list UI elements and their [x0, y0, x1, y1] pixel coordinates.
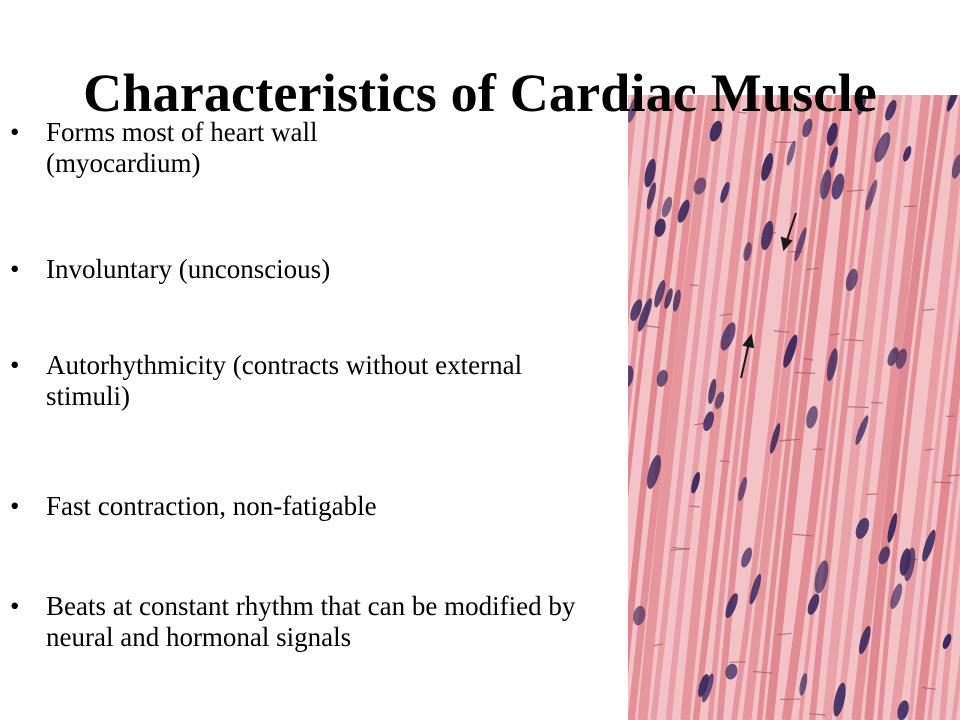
bullet-item	[10, 117, 600, 179]
bullet-text: Forms most of heart wall (myocardium)	[46, 117, 318, 178]
bullet-item	[10, 350, 600, 412]
bullet-item	[10, 254, 600, 285]
bullet-text: Autorhythmicity (contracts without external stimuli)	[46, 350, 523, 411]
bullet-item	[10, 591, 600, 653]
bullet-dot: •	[10, 591, 20, 621]
bullet-dot: •	[10, 350, 20, 380]
bullet-item	[10, 491, 600, 522]
bullet-text: Beats at constant rhythm that can be modified by neural and hormonal signals	[46, 591, 576, 652]
bullet-dot: •	[10, 491, 20, 521]
bullet-text: Fast contraction, non-fatigable	[46, 491, 377, 521]
cardiac-muscle-micrograph-icon	[628, 95, 960, 720]
bullet-dot: •	[10, 117, 20, 147]
slide-title: Characteristics of Cardiac Muscle	[83, 63, 877, 124]
bullet-dot: •	[10, 254, 20, 284]
cardiac-muscle-micrograph-image	[628, 95, 960, 720]
bullet-text: Involuntary (unconscious)	[46, 254, 331, 284]
